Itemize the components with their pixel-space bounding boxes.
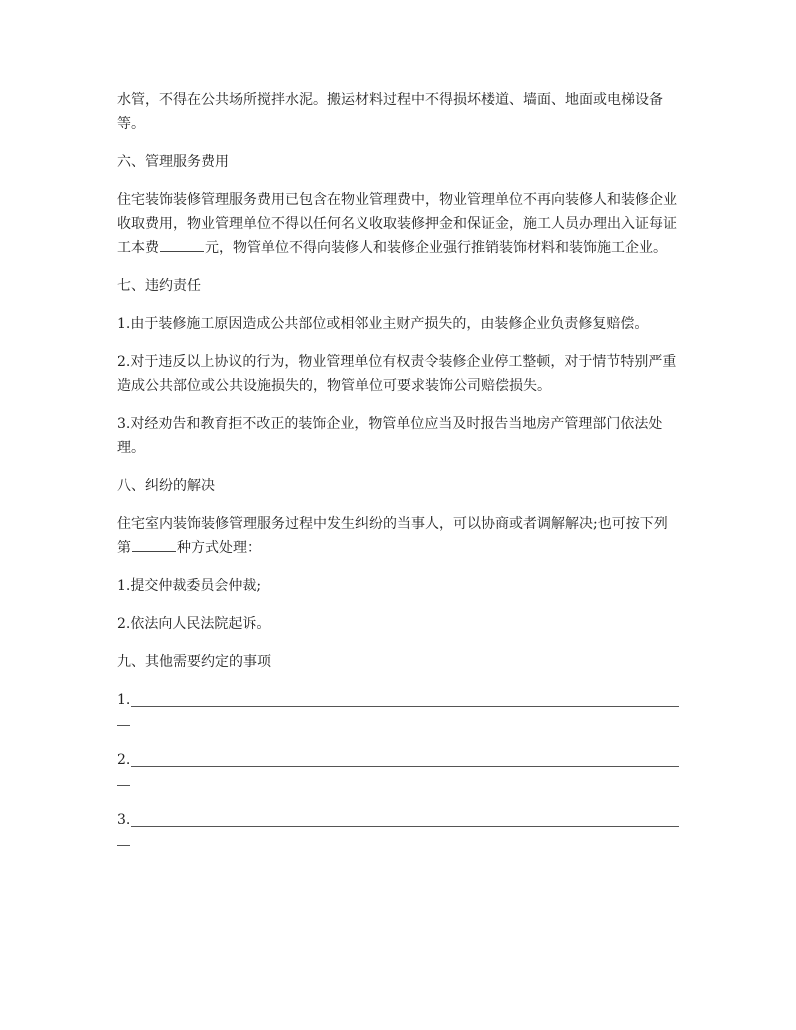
section-heading-management-fee: 六、管理服务费用 [117,154,229,170]
section-heading-liability: 七、违约责任 [117,278,201,294]
paragraph-water-pipe: 水管，不得在公共场所搅拌水泥。搬运材料过程中不得损坏楼道、墙面、地面或电梯设备等。 [117,92,663,132]
fill-item-blank-continuation[interactable] [117,845,130,846]
fill-item-number: 2. [117,752,131,768]
fill-item-blank-continuation[interactable] [117,725,130,726]
paragraph-management-fee [117,188,679,260]
paragraph-liability-3: 3.对经劝告和教育拒不改正的装饰企业，物管单位应当及时报告当地房产管理部门依法处理。 [117,416,663,456]
paragraph-arbitration: 1.提交仲裁委员会仲裁; [117,578,262,594]
fill-item-blank-line[interactable] [131,752,679,767]
dispute-method-blank[interactable] [132,537,176,552]
fill-item-3 [117,808,679,856]
fee-text-end: 元，物管单位不得向装修人和装修企业强行推销装饰材料和装饰施工企业。 [205,240,667,256]
fill-item-number: 1. [117,692,131,708]
paragraph-dispute [117,512,679,560]
paragraph-liability-2: 2.对于违反以上协议的行为，物业管理单位有权责令装修企业停工整顿，对于情节特别严重造成公共部位或公共设施损失的，物管单位可要求装饰公司赔偿损失。 [117,354,677,394]
fill-item-2 [117,748,679,796]
fill-item-blank-continuation[interactable] [117,785,130,786]
fill-item-blank-line[interactable] [131,692,679,707]
section-heading-dispute: 八、纠纷的解决 [117,478,215,494]
dispute-text-start: 住宅室内装饰装修管理服务过程中发生纠纷的当事人，可以协商或者调解解决;也可按下列第 [117,516,668,556]
fill-item-1 [117,688,679,736]
fee-amount-blank[interactable] [160,237,204,252]
dispute-text-end: 种方式处理： [177,540,261,556]
fee-text-start: 住宅装饰装修管理服务费用已包含在物业管理费中，物业管理单位不再向装修人和装修企业收取费用，物业管理单位不得以任何名义收取装修押金和保证金，施工人员办理出入证每证工本费 [117,192,677,256]
paragraph-liability-1: 1.由于装修施工原因造成公共部位或相邻业主财产损失的，由装修企业负责修复赔偿。 [117,316,649,332]
document-page [117,88,679,868]
section-heading-other: 九、其他需要约定的事项 [117,654,271,670]
fill-item-blank-line[interactable] [131,812,679,827]
paragraph-court: 2.依法向人民法院起诉。 [117,616,271,632]
fill-item-number: 3. [117,812,131,828]
